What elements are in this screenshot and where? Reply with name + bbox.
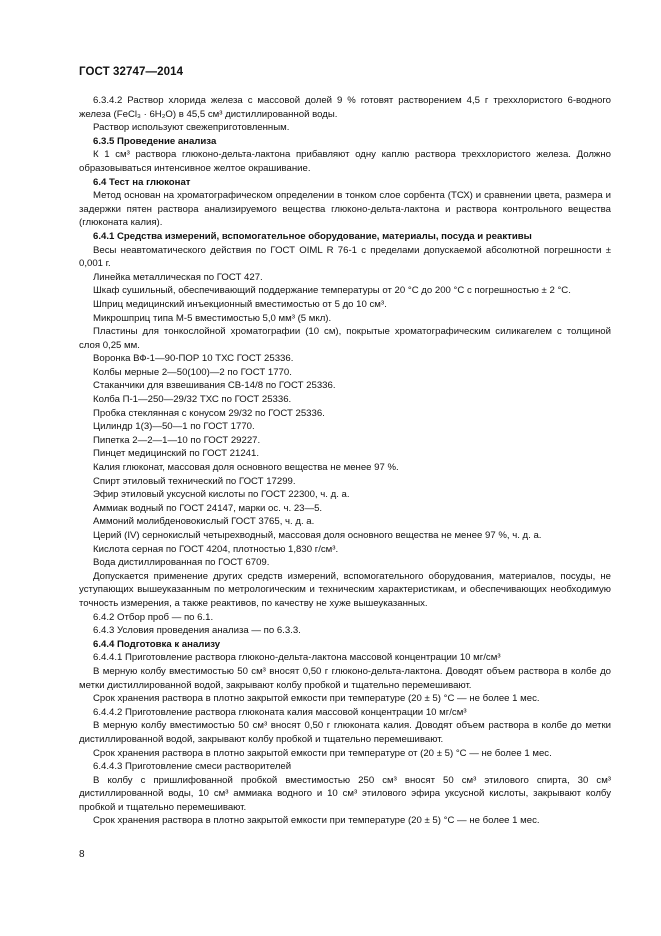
section-heading: 6.4 Тест на глюконат <box>93 176 191 188</box>
document-body <box>79 94 611 828</box>
paragraph: 6.4.3 Условия проведения анализа — по 6.3.3. <box>93 625 301 637</box>
list-item: Цилиндр 1(3)—50—1 по ГОСТ 1770. <box>93 421 255 433</box>
list-item: Пинцет медицинский по ГОСТ 21241. <box>93 448 260 460</box>
paragraph: 6.4.2 Отбор проб — по 6.1. <box>93 611 214 623</box>
paragraph: В колбу с пришлифованной пробкой вместимостью 250 см³ вносят 50 см³ этилового спирта, 30 см³ дистиллированной воды, 10 см³ аммиака водного и 10 см³ этилового эфира уксусной кислоты, закрывают колбу пробкой и тщательно перемешивают. <box>79 774 611 813</box>
paragraph: Раствор используют свежеприготовленным. <box>93 122 290 134</box>
page-number: 8 <box>79 849 85 860</box>
list-item: Кислота серная по ГОСТ 4204, плотностью 1,830 г/см³. <box>93 543 339 555</box>
section-heading: 6.3.5 Проведение анализа <box>93 135 217 147</box>
list-item: Аммиак водный по ГОСТ 24147, марки ос. ч. 23—5. <box>93 502 323 514</box>
list-item: Церий (IV) сернокислый четырехводный, массовая доля основного вещества не менее 97 %, ч. д. а. <box>93 530 542 541</box>
subsection-heading: 6.4.4.3 Приготовление смеси растворителей <box>93 761 292 773</box>
paragraph: Срок хранения раствора в плотно закрытой емкости при температуре (20 ± 5) °С — не более 1 мес. <box>93 815 540 827</box>
list-item: Вода дистиллированная по ГОСТ 6709. <box>93 557 270 569</box>
paragraph: В мерную колбу вместимостью 50 см³ вносят 0,50 г глюконо-дельта-лактона. Доводят объем раствора в колбе до метки дистиллированной водой, закрывают колбу пробкой и тщательно перемешивают. <box>79 665 611 691</box>
section-heading: 6.4.4 Подготовка к анализу <box>93 638 221 650</box>
list-item: Аммоний молибденовокислый ГОСТ 3765, ч. д. а. <box>93 516 315 528</box>
list-item: Пробка стеклянная с конусом 29/32 по ГОСТ 25336. <box>93 407 325 419</box>
list-item: Калия глюконат, массовая доля основного вещества не менее 97 %. <box>93 462 399 474</box>
section-heading: 6.4.1 Средства измерений, вспомогательное оборудование, материалы, посуда и реактивы <box>93 230 532 242</box>
subsection-heading: 6.4.4.1 Приготовление раствора глюконо-дельта-лактона массовой концентрации 10 мг/см³ <box>93 652 501 664</box>
list-item: Линейка металлическая по ГОСТ 427. <box>93 271 263 283</box>
list-item: Шкаф сушильный, обеспечивающий поддержание температуры от 20 °С до 200 °С с погрешностью ± 2 °С. <box>93 285 571 297</box>
list-item: Колба П-1—250—29/32 ТХС по ГОСТ 25336. <box>93 394 292 406</box>
paragraph: Допускается применение других средств измерений, вспомогательного оборудования, материалов, посуды, не уступающих вышеуказанным по метрологическим и техническим характеристикам, и обеспечивающих необходимую точность измерения, а также реактивов, по качеству не хуже вышеуказанных. <box>79 570 611 609</box>
paragraph: 6.3.4.2 Раствор хлорида железа с массовой долей 9 % готовят растворением 4,5 г треххлористого 6-водного железа (FeCl₃ · 6H₂O) в 45,5 см³ дистиллированной воды. <box>79 95 611 120</box>
document-header: ГОСТ 32747—2014 <box>79 66 184 78</box>
list-item: Воронка ВФ-1—90-ПОР 10 ТХС ГОСТ 25336. <box>93 353 294 365</box>
list-item: Пластины для тонкослойной хроматографии (10 см), покрытые хроматографическим силикагелем с толщиной слоя 0,25 мм. <box>79 326 611 351</box>
paragraph: Срок хранения раствора в плотно закрытой емкости при температуре (20 ± 5) °С — не более 1 мес. <box>93 693 540 705</box>
list-item: Пипетка 2—2—1—10 по ГОСТ 29227. <box>93 434 261 446</box>
paragraph: Метод основан на хроматографическом определении в тонком слое сорбента (ТСХ) и сравнении цвета, размера и задержки пятен раствора анализируемого вещества глюконо-дельта-лактона и раствора контрольного вещества (глюконата калия). <box>79 190 611 229</box>
list-item: Спирт этиловый технический по ГОСТ 17299. <box>93 475 296 487</box>
subsection-heading: 6.4.4.2 Приготовление раствора глюконата калия массовой концентрации 10 мг/см³ <box>93 706 467 718</box>
paragraph: К 1 см³ раствора глюконо-дельта-лактона прибавляют одну каплю раствора треххлористого железа. Должно образовываться интенсивное желтое окрашивание. <box>79 149 611 174</box>
list-item: Микрошприц типа М-5 вместимостью 5,0 мм³ (5 мкл). <box>93 312 332 324</box>
list-item: Эфир этиловый уксусной кислоты по ГОСТ 22300, ч. д. а. <box>93 489 350 501</box>
paragraph: В мерную колбу вместимостью 50 см³ вносят 0,50 г глюконата калия. Доводят объем раствора в колбе до метки дистиллированной водой, закрывают колбу пробкой и тщательно перемешивают. <box>79 720 611 745</box>
paragraph: Срок хранения раствора в плотно закрытой емкости при температуре от (20 ± 5) °С — не более 1 мес. <box>93 747 552 759</box>
list-item: Колбы мерные 2—50(100)—2 по ГОСТ 1770. <box>93 366 292 378</box>
list-item: Шприц медицинский инъекционный вместимостью от 5 до 10 см³. <box>93 298 387 310</box>
list-item: Стаканчики для взвешивания СВ-14/8 по ГОСТ 25336. <box>93 380 336 392</box>
paragraph: Весы неавтоматического действия по ГОСТ OIML R 76-1 с пределами допускаемой абсолютной погрешности ± 0,001 г. <box>79 244 611 270</box>
